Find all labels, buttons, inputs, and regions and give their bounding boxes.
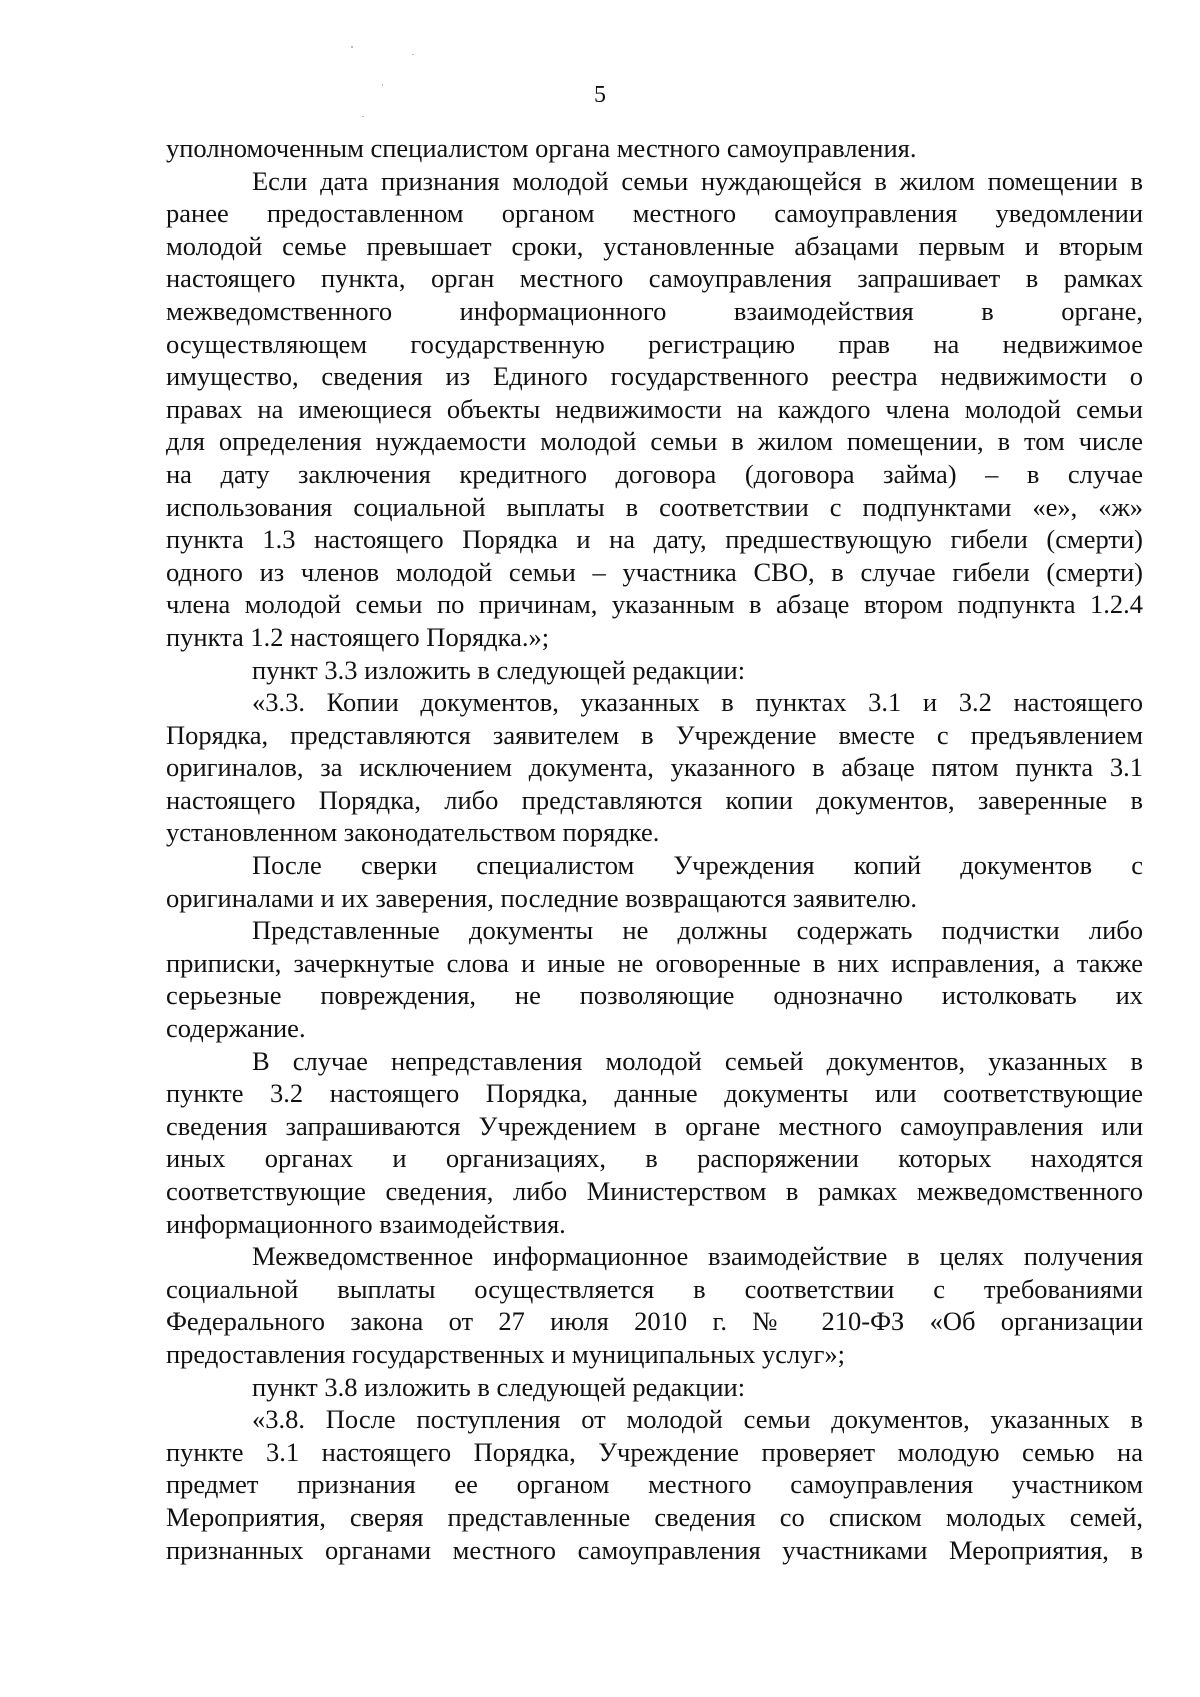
text-line: одного из членов молодой семьи – участника СВО, в случае гибели (смерти) bbox=[166, 556, 1143, 587]
text-line: правах на имеющиеся объекты недвижимости на каждого члена молодой семьи bbox=[166, 393, 1143, 424]
text-line: Порядка, представляются заявителем в Учреждение вместе с предъявлением bbox=[166, 719, 1143, 750]
page-number: 5 bbox=[594, 82, 606, 108]
text-line: содержание. bbox=[166, 1013, 306, 1044]
text-line: имущество, сведения из Единого государственного реестра недвижимости о bbox=[166, 361, 1143, 392]
text-line: сведения запрашиваются Учреждением в органе местного самоуправления или bbox=[166, 1110, 1143, 1141]
text-line: оригиналами и их заверения, последние возвращаются заявителю. bbox=[166, 882, 917, 913]
text-line: предмет признания ее органом местного самоуправления участником bbox=[166, 1469, 1143, 1500]
text-line: уполномоченным специалистом органа местного самоуправления. bbox=[166, 133, 917, 163]
text-line: для определения нуждаемости молодой семьи в жилом помещении, в том числе bbox=[166, 426, 1143, 457]
text-line: приписки, зачеркнутые слова и иные не оговоренные в них исправления, а также bbox=[166, 947, 1143, 978]
text-line: иных органах и организациях, в распоряжении которых находятся bbox=[166, 1143, 1143, 1174]
text-line: предоставления государственных и муниципальных услуг»; bbox=[166, 1338, 845, 1369]
text-line: Межведомственное информационное взаимодействие в целях получения bbox=[252, 1241, 1143, 1272]
text-line: После сверки специалистом Учреждения копий документов с bbox=[252, 850, 1143, 881]
text-line: пункта 1.3 настоящего Порядка и на дату, предшествующую гибели (смерти) bbox=[166, 524, 1143, 555]
text-line: межведомственного информационного взаимодействия в органе, bbox=[166, 295, 1143, 326]
text-line: настоящего Порядка, либо представляются копии документов, заверенные в bbox=[166, 784, 1143, 815]
text-line: Федерального закона от 27 июля 2010 г. № 210-ФЗ «Об организации bbox=[166, 1306, 1143, 1337]
text-line: молодой семье превышает сроки, установленные абзацами первым и вторым bbox=[166, 230, 1143, 261]
text-line: серьезные повреждения, не позволяющие однозначно истолковать их bbox=[166, 980, 1143, 1011]
scan-speck bbox=[362, 116, 364, 117]
text-line: ранее предоставленном органом местного самоуправления уведомлении bbox=[166, 198, 1143, 229]
scan-speck bbox=[382, 84, 383, 86]
text-line: информационного взаимодействия. bbox=[166, 1208, 566, 1239]
scan-speck bbox=[351, 46, 353, 48]
text-line: признанных органами местного самоуправления участниками Мероприятия, в bbox=[166, 1534, 1143, 1565]
text-line: настоящего пункта, орган местного самоуправления запрашивает в рамках bbox=[166, 263, 1143, 294]
text-line: пункта 1.2 настоящего Порядка.»; bbox=[166, 621, 550, 652]
text-line: Мероприятия, сверяя представленные сведения со списком молодых семей, bbox=[166, 1501, 1143, 1532]
text-line: «3.8. После поступления от молодой семьи документов, указанных в bbox=[252, 1404, 1143, 1435]
text-line: пункт 3.8 изложить в следующей редакции: bbox=[252, 1371, 746, 1402]
text-line: Если дата признания молодой семьи нуждающейся в жилом помещении в bbox=[252, 165, 1143, 196]
text-line: Представленные документы не должны содержать подчистки либо bbox=[252, 915, 1143, 946]
text-line: использования социальной выплаты в соответствии с подпунктами «е», «ж» bbox=[166, 491, 1143, 522]
text-line: на дату заключения кредитного договора (договора займа) – в случае bbox=[166, 458, 1143, 489]
text-line: члена молодой семьи по причинам, указанным в абзаце втором подпункта 1.2.4 bbox=[166, 589, 1143, 620]
text-line: пункте 3.1 настоящего Порядка, Учреждение проверяет молодую семью на bbox=[166, 1436, 1143, 1467]
document-body bbox=[166, 132, 1143, 1566]
text-line: социальной выплаты осуществляется в соответствии с требованиями bbox=[166, 1273, 1143, 1304]
text-line: осуществляющем государственную регистрацию прав на недвижимое bbox=[166, 328, 1143, 359]
text-line: пункте 3.2 настоящего Порядка, данные документы или соответствующие bbox=[166, 1078, 1143, 1109]
text-line: В случае непредставления молодой семьей документов, указанных в bbox=[252, 1045, 1143, 1076]
text-line: «3.3. Копии документов, указанных в пунктах 3.1 и 3.2 настоящего bbox=[252, 687, 1143, 718]
text-line: оригиналов, за исключением документа, указанного в абзаце пятом пункта 3.1 bbox=[166, 752, 1143, 783]
text-line: соответствующие сведения, либо Министерством в рамках межведомственного bbox=[166, 1176, 1143, 1206]
text-line: установленном законодательством порядке. bbox=[166, 817, 660, 848]
text-line: пункт 3.3 изложить в следующей редакции: bbox=[252, 654, 746, 685]
scan-speck bbox=[412, 54, 414, 55]
